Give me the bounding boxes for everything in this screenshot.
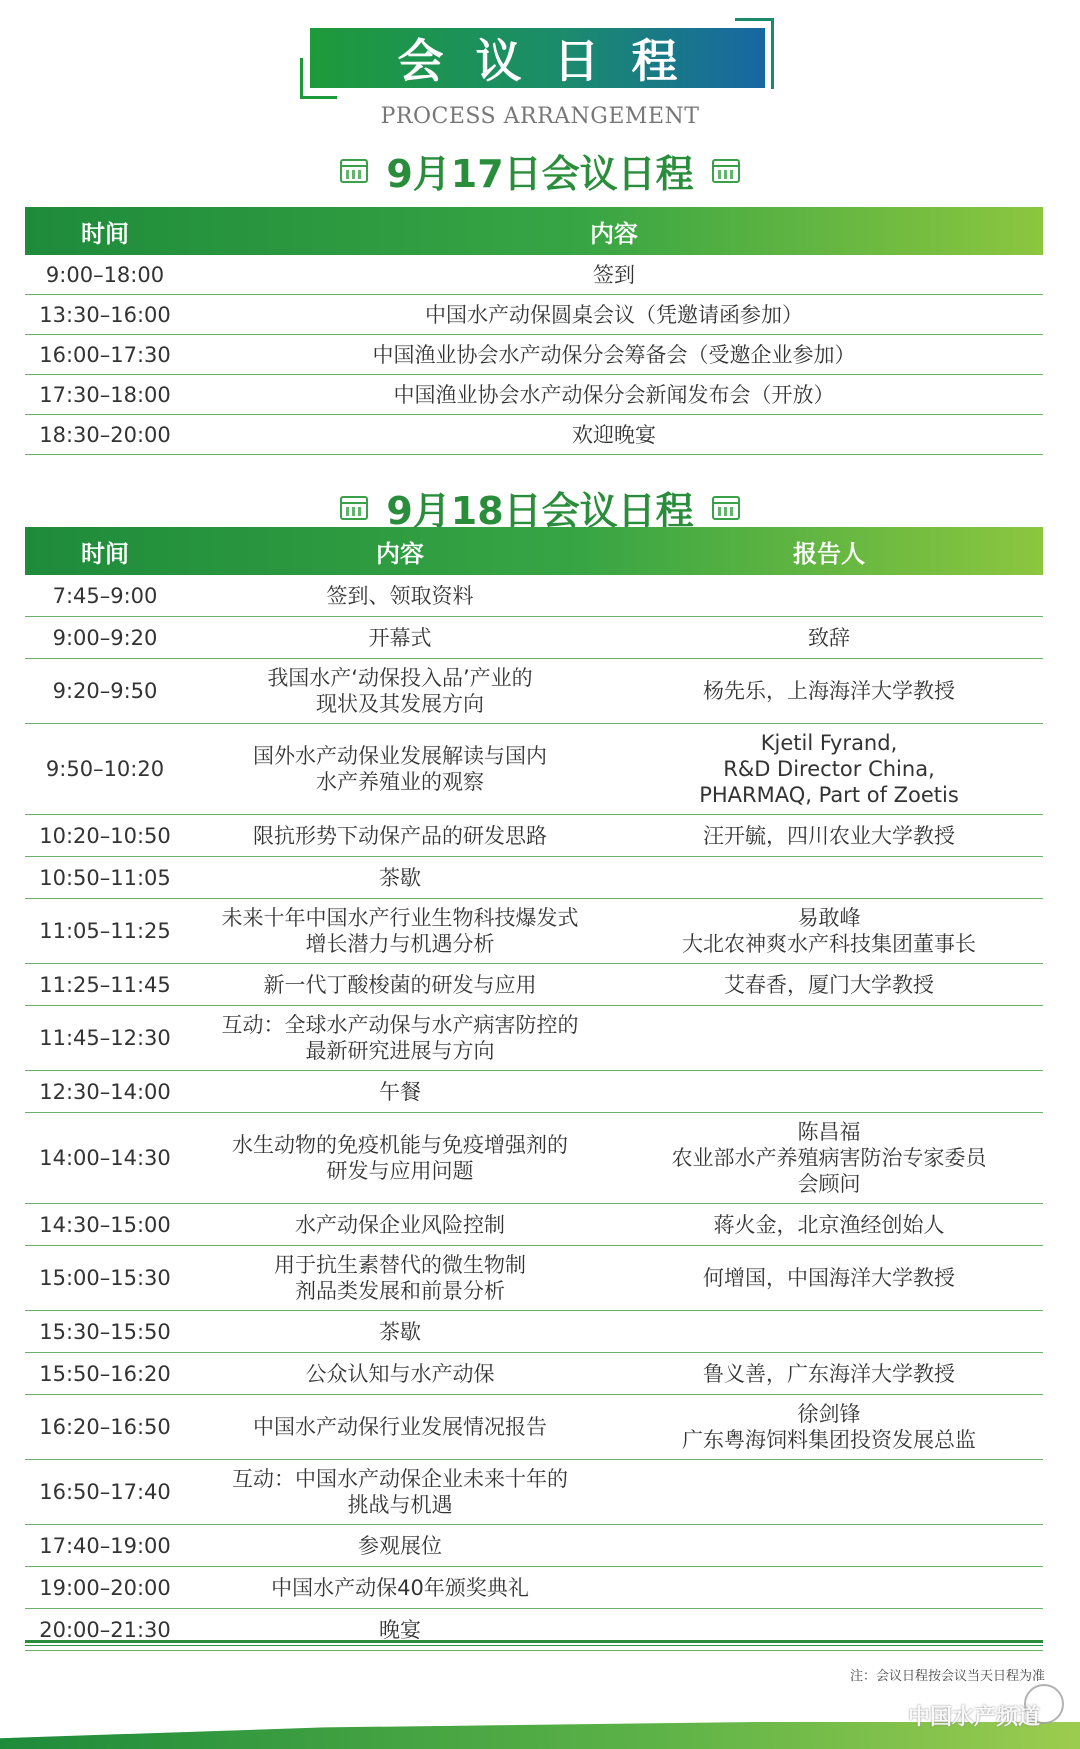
cell-time: 9:50–10:20 — [25, 724, 185, 815]
cell-content: 水产动保企业风险控制 — [185, 1204, 615, 1246]
cell-content: 新一代丁酸梭菌的研发与应用 — [185, 964, 615, 1006]
footnote: 注：会议日程按会议当天日程为准 — [849, 1669, 1045, 1684]
cell-content: 参观展位 — [185, 1525, 615, 1567]
cell-time: 9:00–9:20 — [25, 617, 185, 659]
table-row — [25, 1113, 1043, 1204]
cell-speaker: 汪开毓，四川农业大学教授 — [615, 815, 1043, 857]
bottom-divider — [25, 1645, 1043, 1646]
table-row — [25, 1353, 1043, 1395]
calendar-icon — [712, 496, 740, 520]
cell-speaker: 蒋火金，北京渔经创始人 — [615, 1204, 1043, 1246]
cell-time: 14:00–14:30 — [25, 1113, 185, 1204]
cell-content: 公众认知与水产动保 — [185, 1353, 615, 1395]
calendar-icon — [712, 159, 740, 183]
bottom-divider — [25, 1640, 1043, 1643]
cell-time: 17:40–19:00 — [25, 1525, 185, 1567]
page-title: 会议日程 — [310, 28, 765, 88]
table-row — [25, 415, 1043, 455]
cell-time: 16:00–17:30 — [25, 335, 185, 375]
cell-time: 10:20–10:50 — [25, 815, 185, 857]
cell-speaker: Kjetil Fyrand, R&D Director China, PHARMAQ, Part of Zoetis — [615, 724, 1043, 815]
table-row — [25, 899, 1043, 964]
cell-time: 15:00–15:30 — [25, 1246, 185, 1311]
cell-time: 9:00–18:00 — [25, 255, 185, 295]
table-row — [25, 857, 1043, 899]
watermark: 中国水产频道 — [907, 1705, 1040, 1730]
table-row — [25, 659, 1043, 724]
header-content: 内容 — [590, 219, 638, 248]
cell-time: 12:30–14:00 — [25, 1071, 185, 1113]
table-row — [25, 724, 1043, 815]
calendar-icon — [340, 496, 368, 520]
day2-schedule-table — [25, 527, 1043, 1651]
cell-speaker — [615, 1006, 1043, 1071]
cell-time: 15:30–15:50 — [25, 1311, 185, 1353]
cell-speaker: 易敢峰 大北农神爽水产科技集团董事长 — [615, 899, 1043, 964]
table-row — [25, 815, 1043, 857]
cell-content: 晚宴 — [185, 1609, 615, 1651]
cell-content: 限抗形势下动保产品的研发思路 — [185, 815, 615, 857]
cell-content: 水生动物的免疫机能与免疫增强剂的 研发与应用问题 — [185, 1113, 615, 1204]
cell-content: 中国水产动保40年颁奖典礼 — [185, 1567, 615, 1609]
table-row — [25, 1204, 1043, 1246]
table-header-row — [25, 527, 1043, 575]
cell-content: 签到 — [185, 255, 1043, 295]
cell-time: 18:30–20:00 — [25, 415, 185, 455]
page-subtitle: PROCESS ARRANGEMENT — [380, 104, 700, 129]
cell-content: 茶歇 — [185, 857, 615, 899]
cell-speaker — [615, 1460, 1043, 1525]
cell-time: 10:50–11:05 — [25, 857, 185, 899]
header-time: 时间 — [81, 539, 129, 568]
day1-heading — [0, 143, 1080, 198]
cell-time: 16:20–16:50 — [25, 1395, 185, 1460]
cell-content: 我国水产‘动保投入品’产业的 现状及其发展方向 — [185, 659, 615, 724]
cell-speaker: 致辞 — [615, 617, 1043, 659]
table-row — [25, 964, 1043, 1006]
cell-time: 14:30–15:00 — [25, 1204, 185, 1246]
cell-content: 欢迎晚宴 — [185, 415, 1043, 455]
table-row — [25, 255, 1043, 295]
cell-content: 开幕式 — [185, 617, 615, 659]
cell-time: 7:45–9:00 — [25, 575, 185, 617]
header-banner — [0, 0, 1080, 140]
table-row — [25, 1460, 1043, 1525]
cell-content: 互动：中国水产动保企业未来十年的 挑战与机遇 — [185, 1460, 615, 1525]
cell-speaker — [615, 575, 1043, 617]
table-row — [25, 1567, 1043, 1609]
header-time: 时间 — [81, 219, 129, 248]
table-header-row — [25, 207, 1043, 255]
cell-time: 19:00–20:00 — [25, 1567, 185, 1609]
table-row — [25, 1311, 1043, 1353]
cell-content: 中国水产动保圆桌会议（凭邀请函参加） — [185, 295, 1043, 335]
cell-time: 15:50–16:20 — [25, 1353, 185, 1395]
cell-speaker: 陈昌福 农业部水产养殖病害防治专家委员 会顾问 — [615, 1113, 1043, 1204]
table-row — [25, 575, 1043, 617]
header-content: 内容 — [376, 539, 424, 568]
cell-speaker — [615, 1525, 1043, 1567]
cell-time: 13:30–16:00 — [25, 295, 185, 335]
cell-time: 9:20–9:50 — [25, 659, 185, 724]
cell-speaker — [615, 857, 1043, 899]
cell-time: 16:50–17:40 — [25, 1460, 185, 1525]
table-row — [25, 375, 1043, 415]
table-row — [25, 1395, 1043, 1460]
cell-content: 中国渔业协会水产动保分会新闻发布会（开放） — [185, 375, 1043, 415]
cell-time: 11:45–12:30 — [25, 1006, 185, 1071]
cell-content: 中国水产动保行业发展情况报告 — [185, 1395, 615, 1460]
day1-title: 9月17日会议日程 — [386, 152, 694, 196]
table-row — [25, 1246, 1043, 1311]
table-row — [25, 335, 1043, 375]
cell-speaker — [615, 1567, 1043, 1609]
cell-speaker: 艾春香，厦门大学教授 — [615, 964, 1043, 1006]
table-row — [25, 295, 1043, 335]
cell-content: 互动：全球水产动保与水产病害防控的 最新研究进展与方向 — [185, 1006, 615, 1071]
cell-time: 17:30–18:00 — [25, 375, 185, 415]
day1-schedule-table — [25, 207, 1043, 455]
day2-title: 9月18日会议日程 — [386, 489, 694, 533]
cell-speaker: 鲁义善，广东海洋大学教授 — [615, 1353, 1043, 1395]
cell-time: 11:25–11:45 — [25, 964, 185, 1006]
cell-speaker: 徐剑锋 广东粤海饲料集团投资发展总监 — [615, 1395, 1043, 1460]
table-row — [25, 617, 1043, 659]
header-speaker: 报告人 — [793, 539, 865, 568]
cell-speaker — [615, 1311, 1043, 1353]
table-row — [25, 1071, 1043, 1113]
cell-content: 茶歇 — [185, 1311, 615, 1353]
cell-content: 签到、领取资料 — [185, 575, 615, 617]
calendar-icon — [340, 159, 368, 183]
cell-speaker — [615, 1071, 1043, 1113]
cell-time: 20:00–21:30 — [25, 1609, 185, 1651]
cell-content: 未来十年中国水产行业生物科技爆发式 增长潜力与机遇分析 — [185, 899, 615, 964]
table-row — [25, 1006, 1043, 1071]
cell-content: 午餐 — [185, 1071, 615, 1113]
cell-speaker: 杨先乐，上海海洋大学教授 — [615, 659, 1043, 724]
cell-speaker: 何增国，中国海洋大学教授 — [615, 1246, 1043, 1311]
cell-time: 11:05–11:25 — [25, 899, 185, 964]
table-row — [25, 1525, 1043, 1567]
cell-content: 用于抗生素替代的微生物制 剂品类发展和前景分析 — [185, 1246, 615, 1311]
cell-content: 中国渔业协会水产动保分会筹备会（受邀企业参加） — [185, 335, 1043, 375]
cell-content: 国外水产动保业发展解读与国内 水产养殖业的观察 — [185, 724, 615, 815]
